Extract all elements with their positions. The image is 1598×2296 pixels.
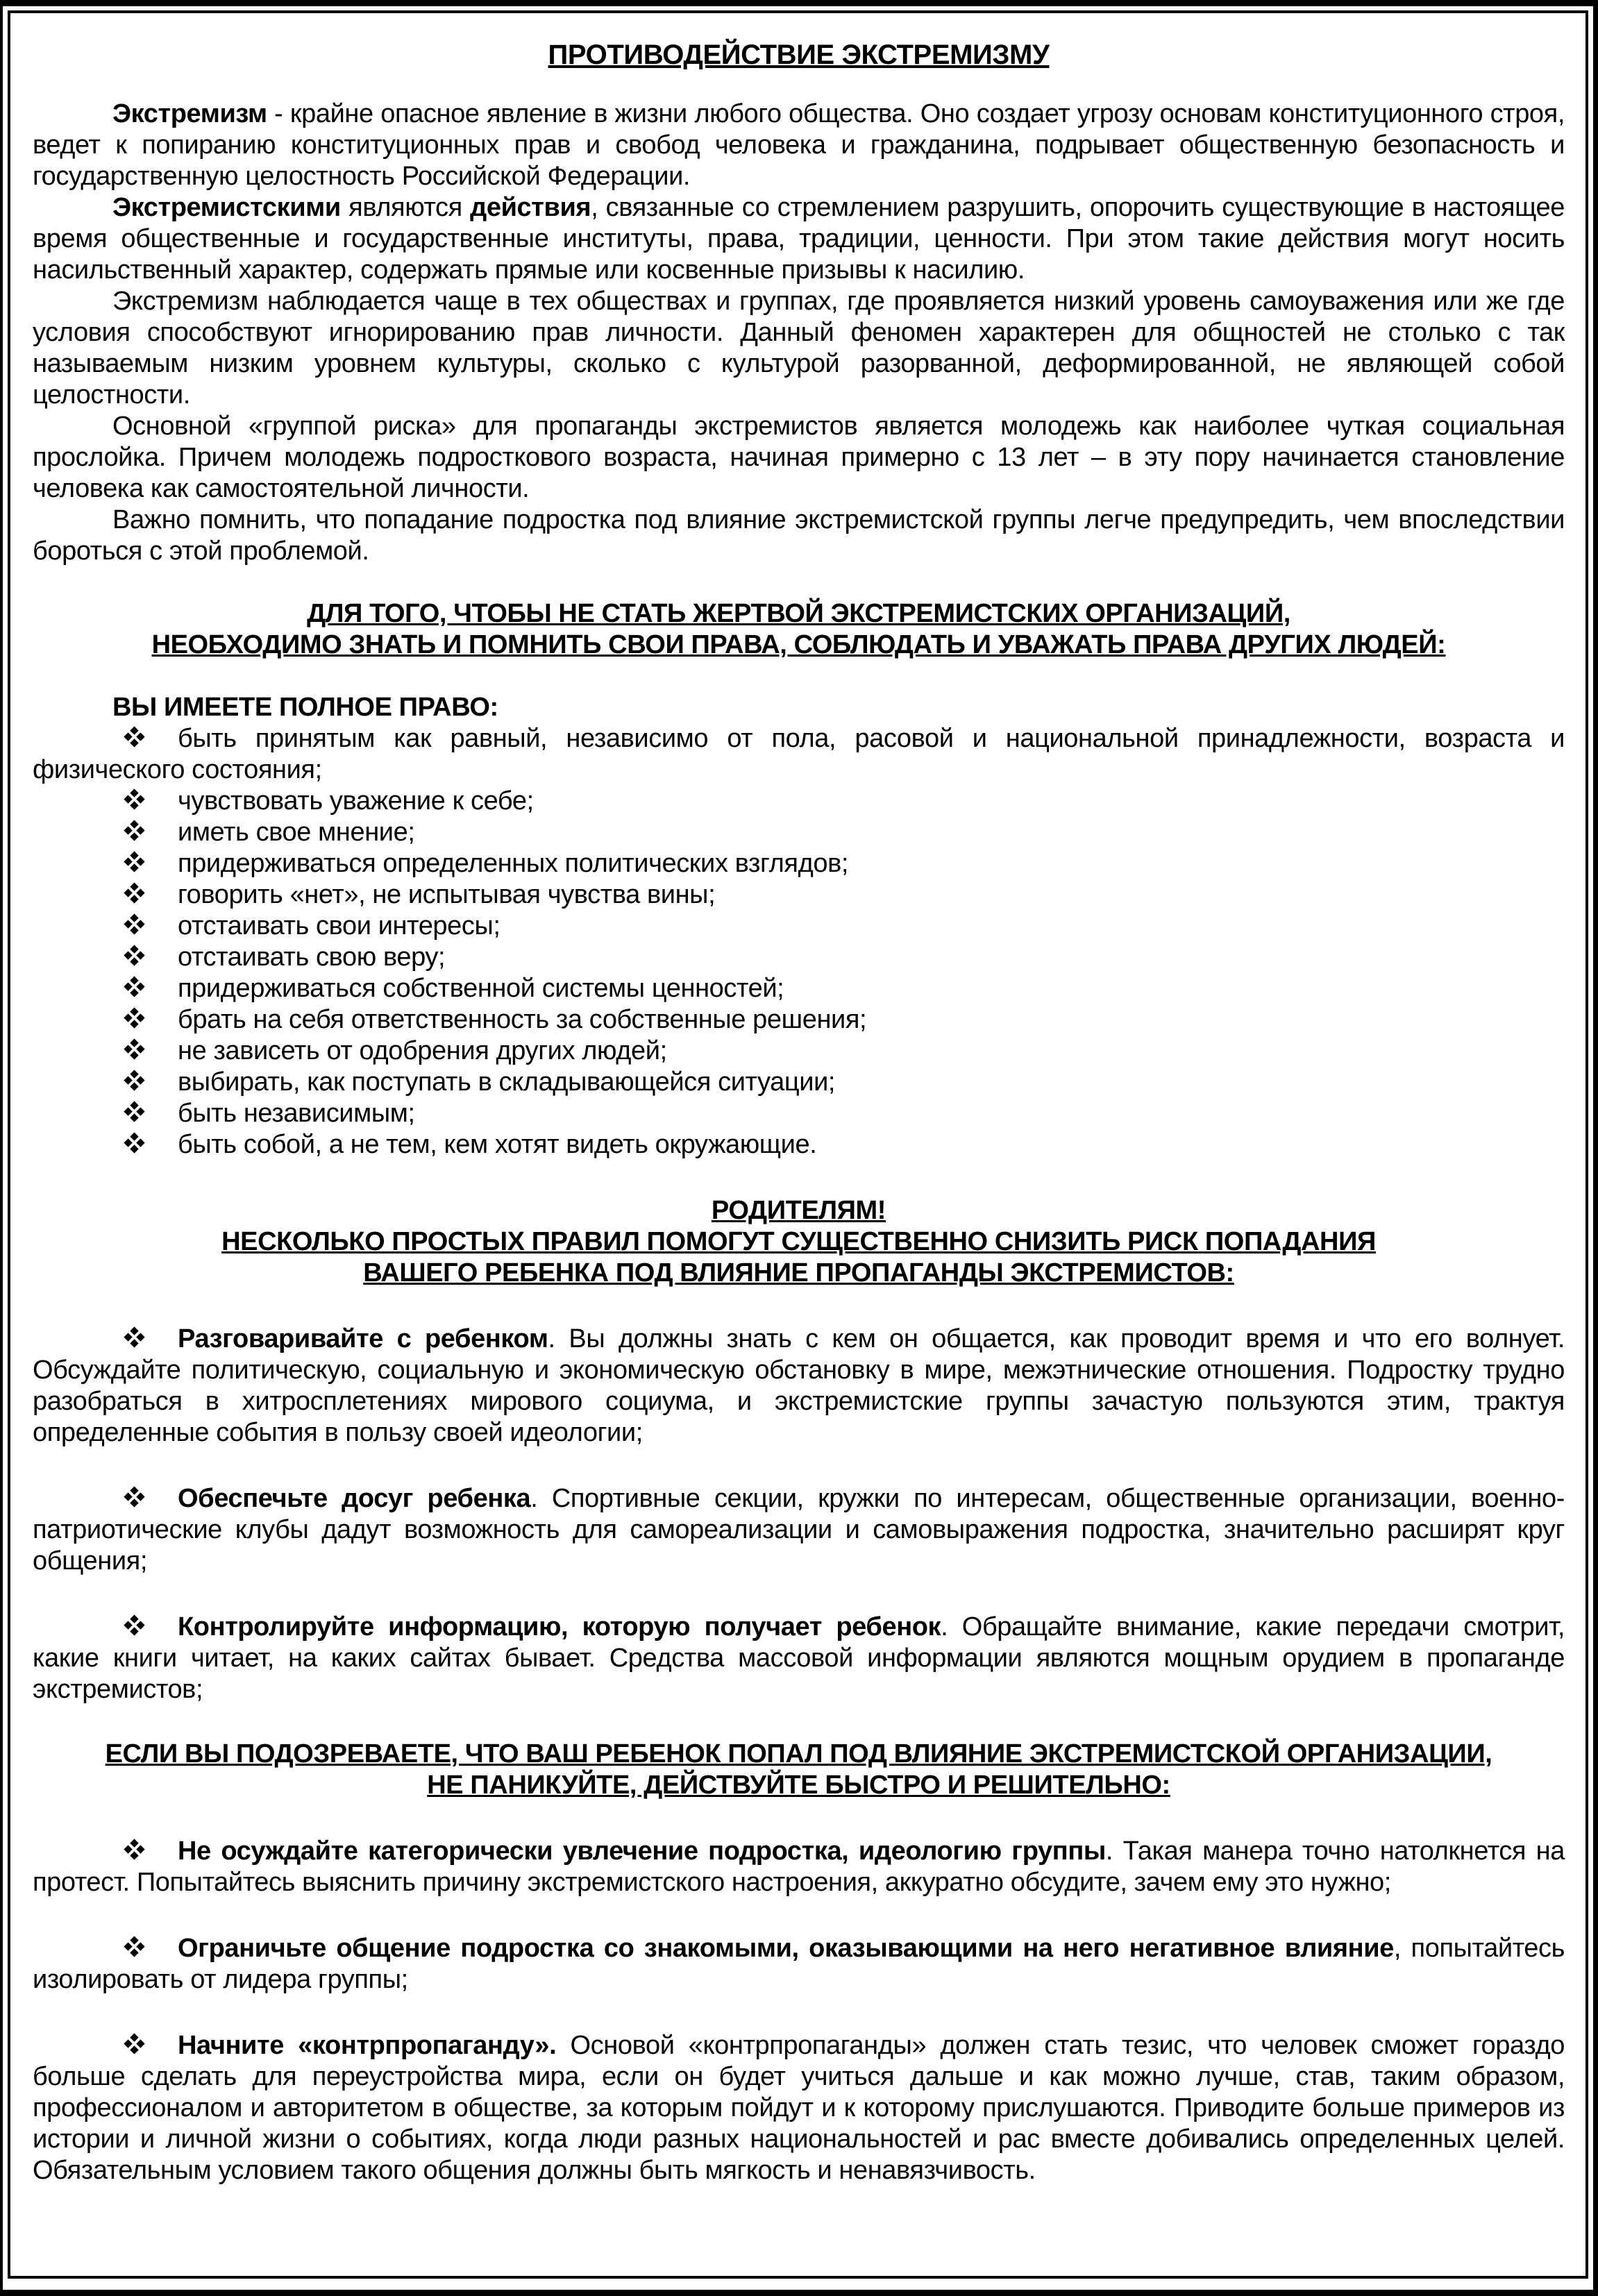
diamond-bullet-icon (123, 1100, 146, 1123)
rights-item-text: быть собой, а не тем, кем хотят видеть окружающие. (178, 1130, 817, 1159)
victims-heading-line-1: ДЛЯ ТОГО, ЧТОБЫ НЕ СТАТЬ ЖЕРТВОЙ ЭКСТРЕМИСТСКИХ ОРГАНИЗАЦИЙ, (307, 599, 1290, 628)
bold-term: Экстремистскими (112, 193, 341, 222)
diamond-bullet-icon (123, 2032, 146, 2055)
diamond-bullet-icon (123, 1326, 146, 1349)
diamond-bullet-icon (123, 1485, 146, 1508)
paragraph-text: являются (340, 193, 471, 222)
diamond-bullet-icon (123, 913, 146, 936)
rights-item-text: отстаивать свою веру; (178, 943, 446, 972)
parent-rule-item (33, 1483, 1565, 1577)
rights-list (33, 723, 1565, 1160)
diamond-bullet-icon (123, 788, 146, 811)
alert-rule-item (33, 1836, 1565, 1898)
intro-paragraph-5: Важно помнить, что попадание подростка под влияние экстремистской группы легче предупредить, чем впоследствии бороться с этой проблемой. (33, 505, 1565, 566)
rights-subheading: ВЫ ИМЕЕТЕ ПОЛНОЕ ПРАВО: (112, 693, 498, 722)
diamond-bullet-icon (123, 819, 146, 842)
rule-bold-lead: Ограничьте общение подростка со знакомыми, оказывающими на него негативное влияние (178, 1934, 1394, 1963)
rights-item-text: быть независимым; (178, 1099, 415, 1128)
rights-item-text: отстаивать свои интересы; (178, 911, 501, 940)
rights-list-item (33, 1004, 1565, 1036)
rule-bold-lead: Не осуждайте категорически увлечение подростка, идеологию группы (178, 1837, 1106, 1866)
rule-text: . Спортивные секции, кружки по интересам, общественные организации, военно-патриотические клубы дадут возможность для самореализации и самовыражения подростка, значительно расширят круг общения; (33, 1484, 1565, 1576)
rights-list-item (33, 942, 1565, 973)
parents-heading-line-3: ВАШЕГО РЕБЕНКА ПОД ВЛИЯНИЕ ПРОПАГАНДЫ ЭКСТРЕМИСТОВ: (363, 1258, 1234, 1288)
rights-list-item (33, 848, 1565, 879)
parent-rule-item (33, 1324, 1565, 1449)
intro-paragraph-3: Экстремизм наблюдается чаще в тех обществах и группах, где проявляется низкий уровень самоуважения или же где условия способствуют игнорированию прав личности. Данный феномен характерен для общностей не столько с так называемым низким уровнем культуры, сколько с культурой разорванной, деформированной, не являющей собой целостности. (33, 287, 1565, 410)
alert-heading (33, 1739, 1565, 1801)
rule-text: . Вы должны знать с кем он общается, как проводит время и что его волнует. Обсуждайте политическую, социальную и экономическую обстановку в мире, межэтнические отношения. Подростку трудно разобраться в хитросплетениях мирового социума, и экстремистские группы зачастую пользуются этим, трактуя определенные события в пользу своей идеологии; (33, 1324, 1565, 1447)
rights-list-item (33, 879, 1565, 911)
alert-rule-item (33, 2030, 1565, 2186)
parent-rule-item (33, 1612, 1565, 1705)
paragraph-text: , связанные со стремлением разрушить, опорочить существующие в настоящее время общественные и государственные институты, права, традиции, ценности. При этом такие действия могут носить насильственный характер, содержать прямые или косвенные призывы к насилию. (33, 193, 1565, 285)
victims-heading (33, 598, 1565, 661)
bold-term: Экстремизм (112, 99, 267, 128)
diamond-bullet-icon (123, 1069, 146, 1092)
rule-text: . Такая манера точно натолкнется на протест. Попытайтесь выяснить причину экстремистского настроения, аккуратно обсудите, зачем ему это нужно; (33, 1837, 1565, 1897)
rights-list-item (33, 1098, 1565, 1129)
diamond-bullet-icon (123, 1614, 146, 1637)
rule-bold-lead: Контролируйте информацию, которую получает ребенок (178, 1612, 941, 1641)
rights-item-text: быть принятым как равный, независимо от пола, расовой и национальной принадлежности, возраста и физического состояния; (33, 724, 1565, 784)
rule-text: , попытайтесь изолировать от лидера группы; (33, 1934, 1565, 1994)
diamond-bullet-icon (123, 1038, 146, 1061)
inner-frame (8, 10, 1588, 2279)
parents-heading-line-2: НЕСКОЛЬКО ПРОСТЫХ ПРАВИЛ ПОМОГУТ СУЩЕСТВЕННО СНИЗИТЬ РИСК ПОПАДАНИЯ (221, 1227, 1376, 1256)
alert-rules-list (33, 1836, 1565, 2186)
diamond-bullet-icon (123, 1131, 146, 1154)
rights-item-text: придерживаться собственной системы ценностей; (178, 974, 784, 1003)
rights-list-item (33, 973, 1565, 1004)
rights-list-item (33, 723, 1565, 786)
rights-item-text: не зависеть от одобрения других людей; (178, 1036, 667, 1065)
intro-paragraph-1 (33, 99, 1565, 192)
diamond-bullet-icon (123, 725, 146, 748)
diamond-bullet-icon (123, 944, 146, 967)
parents-heading-line-1: РОДИТЕЛЯМ! (711, 1196, 886, 1225)
rights-item-text: чувствовать уважение к себе; (178, 786, 534, 816)
parent-rules-list (33, 1324, 1565, 1705)
rights-list-item (33, 1036, 1565, 1067)
rights-list-item (33, 786, 1565, 817)
diamond-bullet-icon (123, 1935, 146, 1958)
victims-heading-line-2: НЕОБХОДИМО ЗНАТЬ И ПОМНИТЬ СВОИ ПРАВА, СОБЛЮДАТЬ И УВАЖАТЬ ПРАВА ДРУГИХ ЛЮДЕЙ: (151, 630, 1446, 659)
paragraph-text: - крайне опасное явление в жизни любого общества. Оно создает угрозу основам конституционного строя, ведет к попиранию конституционных прав и свобод человека и гражданина, подрывает общественную безопасность и государственную целостность Российской Федерации. (33, 99, 1565, 191)
rights-list-item (33, 817, 1565, 848)
document-body (33, 40, 1565, 2186)
diamond-bullet-icon (123, 850, 146, 873)
alert-heading-line-2: НЕ ПАНИКУЙТЕ, ДЕЙСТВУЙТЕ БЫСТРО И РЕШИТЕЛЬНО: (427, 1771, 1170, 1800)
diamond-bullet-icon (123, 1006, 146, 1029)
rights-item-text: придерживаться определенных политических взглядов; (178, 849, 849, 878)
intro-paragraph-2 (33, 192, 1565, 286)
rights-item-text: выбирать, как поступать в складывающейся ситуации; (178, 1067, 836, 1097)
diamond-bullet-icon (123, 881, 146, 904)
rule-text: Основой «контрпропаганды» должен стать тезис, что человек сможет гораздо больше сделать для переустройства мира, если он будет учиться дальше и как можно лучше, став, таким образом, профессионалом и авторитетом в обществе, за которым пойдут и к которому прислушаются. Приводите больше примеров из истории и личной жизни о событиях, когда люди разных национальностей и рас вместе добивались определенных целей. Обязательным условием такого общения должны быть мягкость и ненавязчивость. (33, 2031, 1565, 2185)
alert-rule-item (33, 1933, 1565, 1995)
bold-term: действия (470, 193, 591, 222)
diamond-bullet-icon (123, 975, 146, 998)
rule-bold-lead: Начните «контрпропаганду». (178, 2031, 557, 2060)
rights-list-item (33, 1067, 1565, 1098)
rule-bold-lead: Разговаривайте с ребенком (178, 1324, 548, 1353)
rights-list-item (33, 911, 1565, 942)
rights-list-item (33, 1129, 1565, 1160)
parents-heading (33, 1195, 1565, 1289)
intro-paragraph-4: Основной «группой риска» для пропаганды экстремистов является молодежь как наиболее чуткая социальная прослойка. Причем молодежь подросткового возраста, начиная примерно с 13 лет – в эту пору начинается становление человека как самостоятельной личности. (33, 412, 1565, 503)
rights-item-text: брать на себя ответственность за собственные решения; (178, 1005, 867, 1034)
rule-text: . Обращайте внимание, какие передачи смотрит, какие книги читает, на каких сайтах бывает. Средства массовой информации являются мощным орудием в пропаганде экстремистов; (33, 1612, 1565, 1704)
rule-bold-lead: Обеспечьте досуг ребенка (178, 1484, 531, 1513)
document-title: ПРОТИВОДЕЙСТВИЕ ЭКСТРЕМИЗМУ (548, 40, 1050, 70)
rights-item-text: иметь свое мнение; (178, 818, 415, 847)
alert-heading-line-1: ЕСЛИ ВЫ ПОДОЗРЕВАЕТЕ, ЧТО ВАШ РЕБЕНОК ПОПАЛ ПОД ВЛИЯНИЕ ЭКСТРЕМИСТСКОЙ ОРГАНИЗАЦИИ, (105, 1739, 1492, 1769)
rights-item-text: говорить «нет», не испытывая чувства вины; (178, 880, 716, 909)
diamond-bullet-icon (123, 1838, 146, 1861)
